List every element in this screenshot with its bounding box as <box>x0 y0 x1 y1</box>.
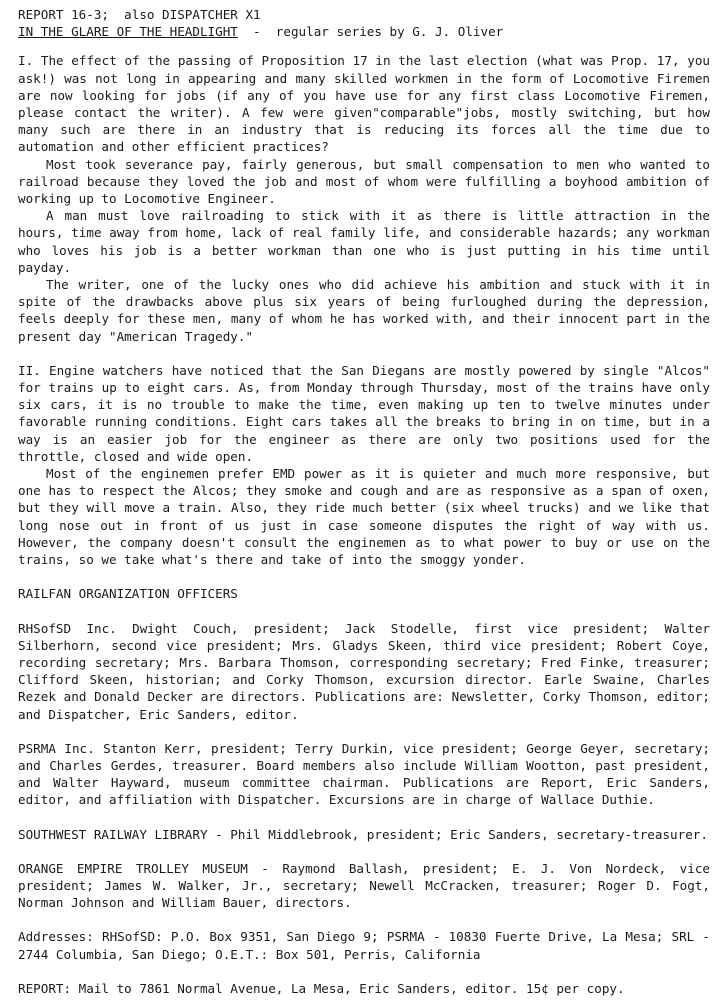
rhsofsd-officers: RHSofSD Inc. Dwight Couch, president; Jack Stodelle, first vice president; Walter Silberhorn, second vice president; Mrs. Gladys Skeen, third vice president; Robert Coye, recording secretary; Mrs. Barbara Thomson, corresponding secretary; Fred Finke, treasurer; Clifford Skeen, historian; and Corky Thomson, excursion director. Earle Swaine, Charles Rezek and Donald Decker are directors. Publications are: Newsletter, Corky Thomson, editor; and Dispatcher, Eric Sanders, editor. <box>18 620 710 722</box>
psrma-officers: PSRMA Inc. Stanton Kerr, president; Terry Durkin, vice president; George Geyer, secretary; and Charles Gerdes, treasurer. Board members also include William Wootton, past president, and Walter Hayward, museum committee chairman. Publications are Report, Eric Sanders, editor, and affiliation with Dispatcher. Excursions are in charge of Wallace Duthie. <box>18 740 710 808</box>
officers-heading: RAILFAN ORGANIZATION OFFICERS <box>18 586 238 602</box>
addresses: Addresses: RHSofSD: P.O. Box 9351, San Diego 9; PSRMA - 10830 Fuerte Drive, La Mesa; SRL - 2744 Columbia, San Diego; O.E.T.: Box 501, Perris, California <box>18 929 710 962</box>
section-2-paragraph-1: II. Engine watchers have noticed that the San Diegans are mostly powered by single "Alcos" for trains up to eight cars. As, from Monday through Thursday, most of the trains have only six cars, it is no trouble to make the time, even making up ten to twelve minutes under favorable running conditions. Eight cars takes all the breaks to bring in on time, but in a way is an easier job for the engineer as there are only two positions used for the throttle, closed and wide open. <box>18 362 710 464</box>
section-1-paragraph-1: I. The effect of the passing of Proposition 17 in the last election (what was Prop. 17, you ask!) was not long in appearing and many skilled workmen in the form of Locomotive Firemen are now looking for jobs (if any of you have use for any first class Locomotive Firemen, please contact the writer). A few were given"comparable"jobs, mostly switching, but how many such are there in an industry that is reducing its forces all the time due to automation and other efficient practices? <box>18 53 710 155</box>
section-1-paragraph-2: Most took severance pay, fairly generous, but small compensation to men who wanted to railroad because they loved the job and most of whom were fulfilling a boyhood ambition of working up to Locomotive Engineer. <box>18 156 710 207</box>
southwest-railway-library-officers: SOUTHWEST RAILWAY LIBRARY - Phil Middlebrook, president; Eric Sanders, secretary-treasurer. <box>18 826 708 842</box>
section-1-paragraph-4: The writer, one of the lucky ones who did achieve his ambition and stuck with it in spite of the drawbacks above plus six years of being furloughed during the depression, feels deeply for these men, many of whom he has worked with, and their innocent part in the present day "American Tragedy." <box>18 277 710 344</box>
section-2-paragraph-2: Most of the enginemen prefer EMD power as it is quieter and much more responsive, but one has to respect the Alcos; they smoke and cough and are as responsive as a span of oxen, but they will move a train. Also, they ride much better (six wheel trucks) and we like that long nose out in front of us just in case someone disputes the right of way with us. However, the company doesn't consult the enginemen as to what power to buy or use on the trains, so we take what's there and take of into the smoggy yonder. <box>18 466 710 568</box>
report-mailing-info: REPORT: Mail to 7861 Normal Avenue, La Mesa, Eric Sanders, editor. 15¢ per copy. <box>18 980 625 996</box>
report-header: REPORT 16-3; also DISPATCHER X1 <box>18 7 261 22</box>
orange-empire-trolley-museum-officers: ORANGE EMPIRE TROLLEY MUSEUM - Raymond Ballash, president; E. J. Von Nordeck, vice president; James W. Walker, Jr., secretary; Newell McCracken, treasurer; Roger D. Fogt, Norman Johnson and William Bauer, directors. <box>18 860 710 911</box>
column-title-line <box>18 23 710 40</box>
column-title: IN THE GLARE OF THE HEADLIGHT <box>18 24 238 40</box>
byline: - regular series by G. J. Oliver <box>237 24 504 40</box>
section-1-paragraph-3: A man must love railroading to stick with it as there is little attraction in the hours, time away from home, lack of real family life, and considerable hazards; any workman who loves his job is a better workman than one who is just putting in his time until payday. <box>18 208 710 275</box>
